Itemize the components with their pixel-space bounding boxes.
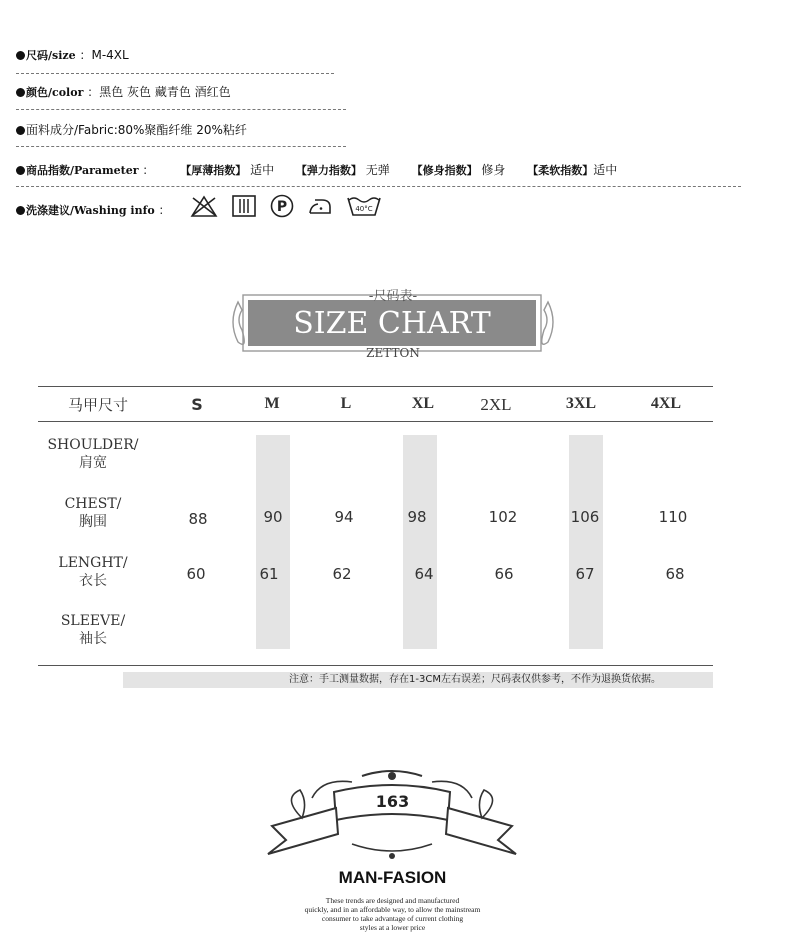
size-header-l: L <box>340 395 352 412</box>
dry-clean-p-icon <box>270 194 294 218</box>
no-bleach-icon <box>190 194 218 218</box>
brand-logo <box>250 768 550 936</box>
washing-icons <box>190 194 382 218</box>
wash-temp: 40°C <box>355 205 373 213</box>
row-label-shoulder <box>38 436 148 472</box>
row-label-en: SHOULDER/ <box>47 437 139 453</box>
spec-label: 商品指数/Parameter <box>26 164 139 177</box>
row-label-zh: 袖长 <box>79 631 107 647</box>
spec-sep: ： <box>87 85 100 99</box>
size-header-m: M <box>264 395 280 412</box>
table-cell: 90 <box>263 508 283 526</box>
size-header-xl: XL <box>411 395 435 412</box>
row-label-en: LENGHT/ <box>58 555 128 571</box>
spec-sep: ： <box>142 163 155 177</box>
spec-parameter <box>16 161 617 178</box>
param-value: 适中 <box>593 163 618 177</box>
bullet-icon <box>16 51 25 60</box>
divider <box>16 109 346 110</box>
size-header-s: S <box>191 395 203 414</box>
spec-fabric-value: 80%聚酯纤维 20%粘纤 <box>117 123 247 137</box>
column-stripe-xl <box>403 435 437 649</box>
measurement-note <box>123 672 713 688</box>
table-top-rule <box>38 386 713 387</box>
column-stripe-3xl <box>569 435 603 649</box>
table-corner-label: 马甲尺寸 <box>67 396 128 414</box>
row-label-chest <box>38 495 148 531</box>
divider <box>16 146 346 147</box>
table-cell: 106 <box>570 508 600 526</box>
table-header-rule <box>38 421 713 422</box>
spec-label: 面料成分/Fabric <box>26 123 114 137</box>
size-header-4xl: 4XL <box>650 395 682 412</box>
row-label-zh: 衣长 <box>79 573 107 589</box>
logo-number: 163 <box>375 792 410 811</box>
size-chart-subtitle: -尺码表- <box>368 289 418 304</box>
spec-sep: : <box>113 123 118 137</box>
tagline-line: quickly, and in an affordable way, to allow the mainstream <box>304 905 481 914</box>
bullet-icon <box>16 166 25 175</box>
param-value: 无弹 <box>365 163 390 177</box>
drip-dry-icon <box>232 195 256 217</box>
column-stripe-m <box>256 435 290 649</box>
bullet-icon <box>16 206 25 215</box>
divider <box>16 73 334 74</box>
tagline-line: styles at a lower price <box>359 923 426 932</box>
tagline-line: consumer to take advantage of current clothing <box>321 914 464 923</box>
param-thickness <box>180 161 274 178</box>
param-fit <box>412 161 506 178</box>
table-cell: 94 <box>334 508 354 526</box>
spec-size <box>16 46 129 63</box>
row-label-en: SLEEVE/ <box>60 613 126 629</box>
row-label-sleeve <box>38 612 148 648</box>
param-elasticity <box>296 161 390 178</box>
spec-label: 颜色/color <box>26 86 84 99</box>
spec-label: 洗涤建议/Washing info <box>26 204 155 217</box>
param-name: 【厚薄指数】 <box>180 164 247 177</box>
size-chart-header <box>228 282 558 362</box>
size-table <box>38 386 713 666</box>
table-cell: 110 <box>658 508 688 526</box>
table-cell: 64 <box>414 565 434 583</box>
row-label-en: CHEST/ <box>64 496 122 512</box>
table-cell: 88 <box>188 510 208 528</box>
row-label-zh: 胸围 <box>79 514 107 530</box>
spec-sep: ： <box>158 203 171 217</box>
table-bottom-rule <box>38 665 713 666</box>
row-label-zh: 肩宽 <box>79 455 107 471</box>
iron-low-icon <box>308 195 332 217</box>
bullet-icon <box>16 88 25 97</box>
ornamental-banner-icon <box>242 768 542 868</box>
param-softness <box>527 161 617 178</box>
spec-label: 尺码/size <box>26 49 76 62</box>
param-value: 适中 <box>250 163 275 177</box>
table-cell: 102 <box>488 508 518 526</box>
logo-brand: MAN-FASION <box>338 868 447 887</box>
table-cell: 66 <box>494 565 514 583</box>
param-name: 【修身指数】 <box>411 164 478 177</box>
table-cell: 98 <box>407 508 427 526</box>
spec-color-value: 黑色 灰色 藏青色 酒红色 <box>99 85 231 99</box>
table-cell: 61 <box>259 565 279 583</box>
divider <box>16 186 741 187</box>
spec-washing <box>16 201 171 218</box>
size-chart-brand: ZETTON <box>366 346 420 360</box>
size-header-2xl: 2XL <box>480 395 512 414</box>
row-label-length <box>38 554 148 590</box>
spec-fabric <box>16 121 247 138</box>
param-value: 修身 <box>481 163 506 177</box>
table-cell: 68 <box>665 565 685 583</box>
param-name: 【弹力指数】 <box>295 164 362 177</box>
size-header-3xl: 3XL <box>565 395 597 412</box>
spec-sep: ： <box>79 48 92 62</box>
spec-color <box>16 83 231 100</box>
spec-size-value: M-4XL <box>91 48 129 62</box>
table-cell: 60 <box>186 565 206 583</box>
param-name: 【柔软指数】 <box>527 164 594 177</box>
tagline-line: These trends are designed and manufactured <box>325 896 460 905</box>
dry-clean-letter: P <box>276 199 288 215</box>
wash-40-icon <box>346 194 382 218</box>
table-cell: 62 <box>332 565 352 583</box>
bullet-icon <box>16 126 25 135</box>
note-text: 注意：手工测量数据，存在1-3CM左右误差；尺码表仅供参考，不作为退换货依据。 <box>289 674 661 685</box>
size-chart-title: SIZE CHART <box>248 300 536 346</box>
table-cell: 67 <box>575 565 595 583</box>
logo-tagline <box>250 896 535 932</box>
